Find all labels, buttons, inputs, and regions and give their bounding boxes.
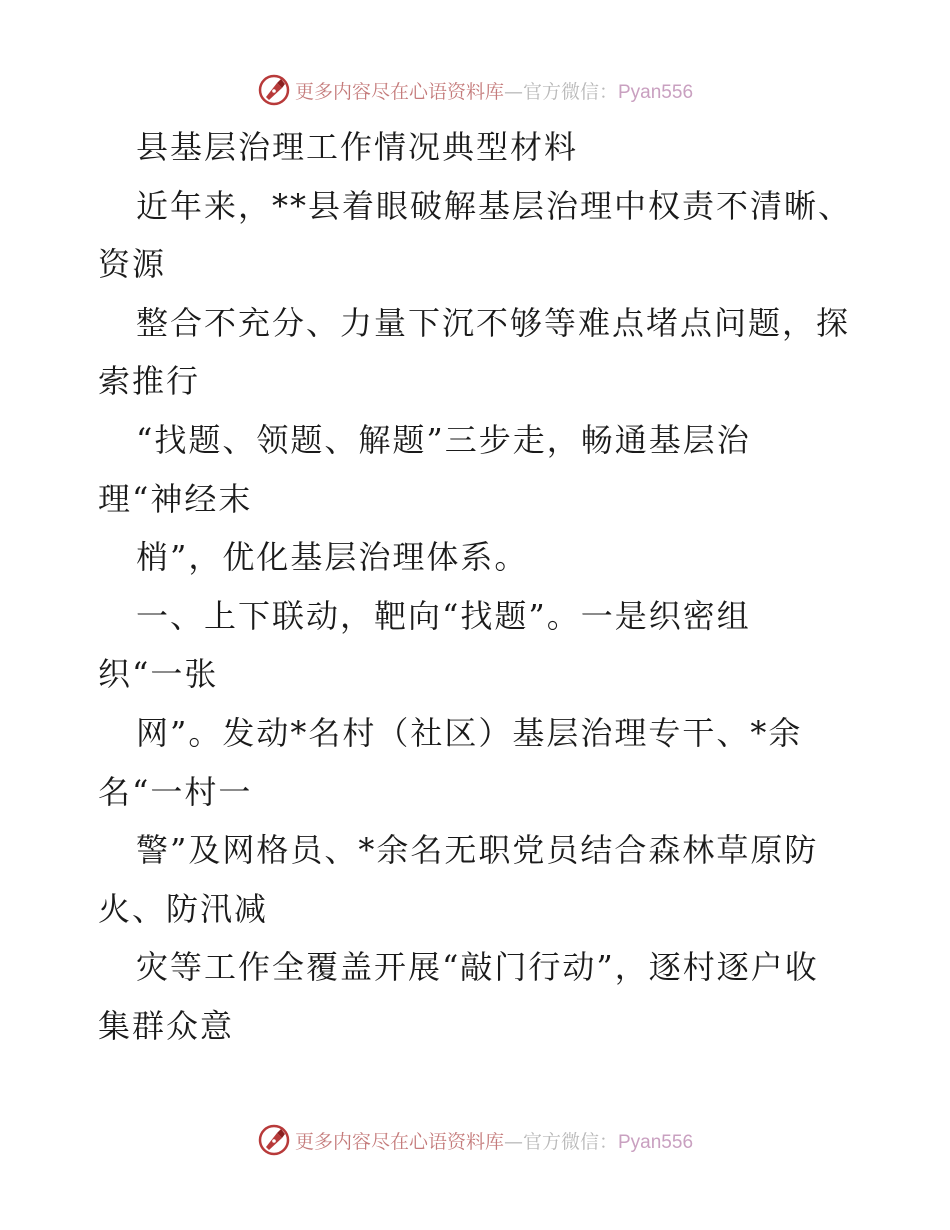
body-line-1: 近年来，**县着眼破解基层治理中权责不清晰、	[136, 186, 853, 225]
document-body	[0, 118, 950, 1056]
body-line-9: 织“一张	[98, 655, 219, 694]
banner-wechat-id: Pyan556	[618, 1131, 694, 1153]
pen-nib-logo-icon	[257, 1123, 291, 1157]
banner-text	[295, 1127, 693, 1154]
banner-dash: —	[503, 80, 523, 103]
banner-wechat-label: 官方微信：	[522, 1130, 618, 1153]
body-line-7: 梢”，优化基层治理体系。	[136, 538, 529, 577]
document-title: 县基层治理工作情况典型材料	[136, 128, 579, 166]
body-line-4: 索推行	[98, 362, 201, 401]
body-line-2: 资源	[98, 245, 167, 284]
body-line-12: 警”及网格员、*余名无职党员结合森林草原防	[136, 831, 819, 870]
banner-dash: —	[503, 1130, 523, 1153]
body-line-8: 一、上下联动，靶向“找题”。一是织密组	[136, 596, 751, 635]
banner-main-text: 更多内容尽在心语资料库	[294, 80, 504, 103]
body-line-10: 网”。发动*名村（社区）基层治理专干、*余	[136, 713, 803, 752]
body-line-3: 整合不充分、力量下沉不够等难点堵点问题，探	[136, 303, 851, 342]
footer-banner	[0, 1120, 950, 1160]
body-line-15: 集群众意	[98, 1006, 235, 1045]
body-line-6: 理“神经末	[98, 479, 253, 518]
body-line-5: “找题、领题、解题”三步走，畅通基层治	[136, 420, 751, 459]
body-line-14: 灾等工作全覆盖开展“敲门行动”，逐村逐户收	[136, 948, 819, 987]
pen-nib-logo-icon	[257, 73, 291, 107]
banner-wechat-label: 官方微信：	[522, 80, 618, 103]
banner-wechat-id: Pyan556	[618, 81, 694, 103]
body-line-11: 名“一村一	[98, 772, 253, 811]
header-banner	[0, 70, 950, 110]
banner-text	[295, 77, 693, 104]
banner-main-text: 更多内容尽在心语资料库	[294, 1130, 504, 1153]
body-line-13: 火、防汛减	[98, 889, 269, 928]
